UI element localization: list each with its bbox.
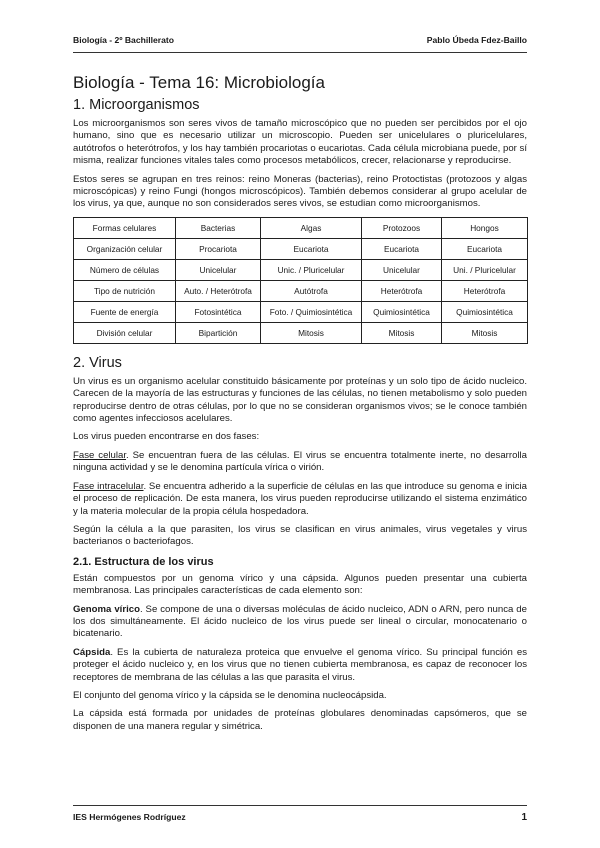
table-cell: Eucariota <box>442 238 528 259</box>
paragraph: Un virus es un organismo acelular constituido básicamente por proteínas y un solo tipo de ácido nucleico. Carecen de la mayoría de las estructuras y funciones de las células, no tienen metabolismo y solo pueden reproducirse dentro de otras células, por lo que no se consideran organismos vivos; se le conoce también como agentes infecciosos acelulares. <box>73 375 527 425</box>
term-genoma: Genoma vírico <box>73 603 140 615</box>
table-cell: Tipo de nutrición <box>74 280 176 301</box>
table-cell: Quimiosintética <box>442 301 528 322</box>
table-cell: Foto. / Quimiosintética <box>261 301 362 322</box>
section-heading-microorganismos: 1. Microorganismos <box>73 97 200 113</box>
paragraph: Según la célula a la que parasiten, los virus se clasifican en virus animales, virus vegetales y virus bacterianos o bacteriofagos. <box>73 523 527 548</box>
table-cell: Procariota <box>176 238 261 259</box>
table-cell: Mitosis <box>261 322 362 343</box>
paragraph-fase-celular <box>73 450 527 475</box>
table-cell: Mitosis <box>362 322 442 343</box>
table-cell: Autótrofa <box>261 280 362 301</box>
paragraph: Estos seres se agrupan en tres reinos: reino Moneras (bacterias), reino Protoctistas (protozoos y algas microscópicas) y reino Fungi (hongos microscópicos). También debemos considerar al grupo acelular de los virus, ya que, aunque no son considerados seres vivos, se estudian como microorganismos. <box>73 173 527 210</box>
term-fase-intracelular: Fase intracelular <box>73 480 144 492</box>
table-cell: Protozoos <box>362 217 442 238</box>
table-row <box>74 259 528 280</box>
term-fase-celular: Fase celular <box>73 449 127 461</box>
paragraph-capsida <box>73 647 527 684</box>
table-cell: Unicelular <box>176 259 261 280</box>
definition-text: . Es la cubierta de naturaleza proteica que envuelve el genoma vírico. Su principal función es proteger el ácido nucleico y, en los virus que no tienen cubierta membranosa, es capaz de reconocer los receptores de membrana de las células a las que parasita el virus. <box>73 646 527 683</box>
table-row <box>74 238 528 259</box>
definition-text: . Se compone de una o diversas moléculas de ácido nucleico, ADN o ARN, pero nunca de los dos simultáneamente. El ácido nucleico de los virus puede ser lineal o circular, monocatenario o bicatenario. <box>73 603 527 640</box>
page-title: Biología - Tema 16: Microbiología <box>73 73 325 92</box>
paragraph: La cápsida está formada por unidades de proteínas globulares denominadas capsómeros, que se disponen de una manera regular y simétrica. <box>73 708 527 732</box>
table-cell: Hongos <box>442 217 528 238</box>
table-cell: Quimiosintética <box>362 301 442 322</box>
table-cell: Fuente de energía <box>74 301 176 322</box>
table-cell: Unicelular <box>362 259 442 280</box>
table-cell: Mitosis <box>442 322 528 343</box>
table-cell: División celular <box>74 322 176 343</box>
header-divider <box>73 52 527 53</box>
table-row <box>74 301 528 322</box>
table-cell: Organización celular <box>74 238 176 259</box>
footer-school: IES Hermógenes Rodríguez <box>73 812 186 822</box>
header-subject: Biología - 2º Bachillerato <box>73 35 175 45</box>
header-author: Pablo Úbeda Fdez-Baillo <box>426 35 527 45</box>
table-cell: Formas celulares <box>74 217 176 238</box>
table-cell: Número de células <box>74 259 176 280</box>
subsection-heading-estructura: 2.1. Estructura de los virus <box>73 555 214 568</box>
table-cell: Uni. / Pluricelular <box>442 259 528 280</box>
table-cell: Heterótrofa <box>362 280 442 301</box>
table-cell: Eucariota <box>261 238 362 259</box>
table-row <box>74 322 528 343</box>
footer-divider <box>73 805 527 806</box>
table-cell: Unic. / Pluricelular <box>261 259 362 280</box>
page-footer <box>73 812 527 826</box>
section-heading-virus: 2. Virus <box>73 354 122 371</box>
paragraph-fase-intracelular <box>73 481 527 518</box>
definition-text: . Se encuentran fuera de las células. El virus se encuentra totalmente inerte, no desarrolla ninguna actividad y se le denomina partícula vírica o virión. <box>73 449 528 474</box>
table-cell: Bipartición <box>176 322 261 343</box>
table-cell: Algas <box>261 217 362 238</box>
table-cell: Bacterias <box>176 217 261 238</box>
table-row <box>74 280 528 301</box>
paragraph: Están compuestos por un genoma vírico y una cápsida. Algunos pueden presentar una cubierta membranosa. Las principales características de cada elemento son: <box>73 572 527 597</box>
term-capsida: Cápsida <box>73 646 111 658</box>
paragraph: Los microorganismos son seres vivos de tamaño microscópico que no pueden ser percibidos por el ojo humano, sino que es necesario utilizar un microscopio. Pueden ser unicelulares o pluricelulares, autótrofos o heterótrofos, y los hay también procariotas o eucariotas. Cada célula microbiana puede, por sí misma, realizar funciones vitales tales como procesos metabólicos, crecer, relacionarse y reproducirse. <box>73 118 527 167</box>
paragraph-genoma <box>73 604 527 641</box>
table-cell: Heterótrofa <box>442 280 528 301</box>
definition-text: . Se encuentra adherido a la superficie de células en las que introduce su genoma e inicia el proceso de replicación. De esta manera, los virus pueden reproducirse utilizando el sistema enzimático y la materia molecular de la propia célula hospedadora. <box>73 480 527 517</box>
page-body <box>73 72 527 739</box>
paragraph: El conjunto del genoma vírico y la cápsida se le denomina nucleocápsida. <box>73 689 387 701</box>
table-cell: Auto. / Heterótrofa <box>176 280 261 301</box>
page-number: 1 <box>521 812 527 823</box>
table-cell: Eucariota <box>362 238 442 259</box>
page-header <box>73 35 527 49</box>
table-row <box>74 217 528 238</box>
microorganism-table <box>73 217 528 344</box>
table-cell: Fotosintética <box>176 301 261 322</box>
paragraph: Los virus pueden encontrarse en dos fases: <box>73 431 260 443</box>
